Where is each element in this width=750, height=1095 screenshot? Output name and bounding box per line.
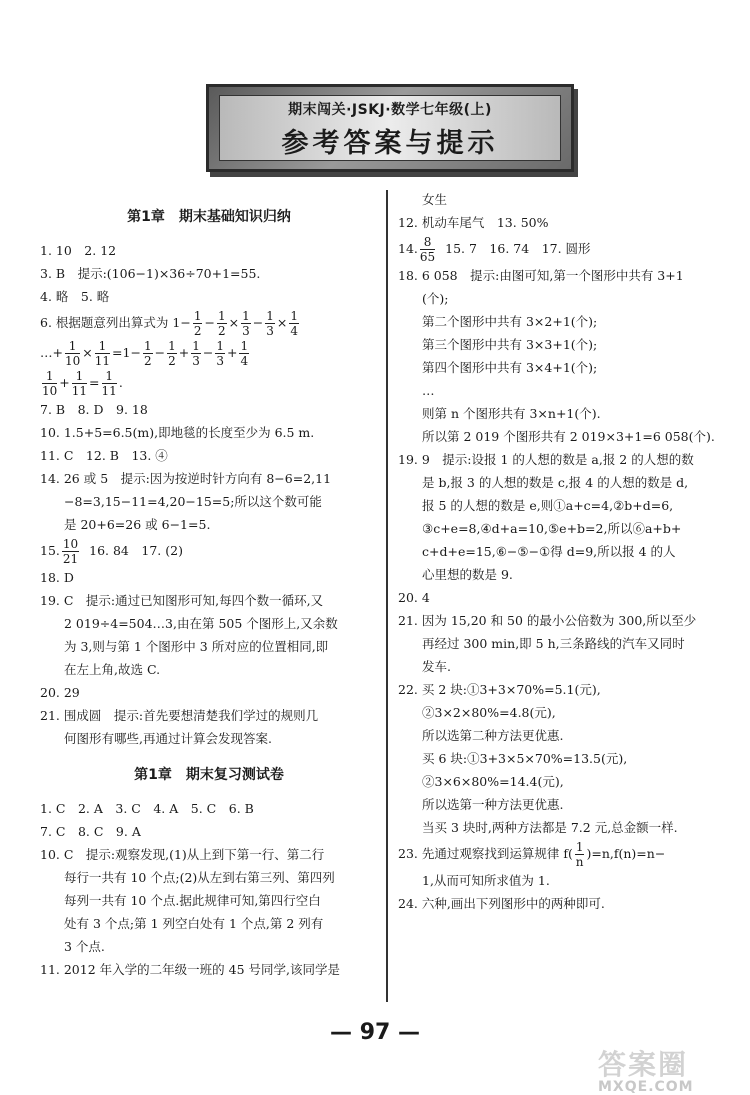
fraction: $\frac{1}{11}$: [94, 339, 111, 368]
watermark-url: MXQE.COM: [598, 1079, 694, 1095]
review-answer-19-cont: 报 5 的人想的数是 e,则①a+c=4,②b+d=6,: [422, 498, 674, 513]
answer-19-cont: 在左上角,故选 C.: [64, 662, 161, 677]
answer-6-line2: …+ $\frac{1}{10}$ × $\frac{1}{11}$ =1− $\frac{1}{2}$ − $\frac{1}{2}$ + $\frac{1}{3}$ − $\frac{1}{3}$ + $\frac{1}{4}$: [40, 339, 249, 368]
right-column: [398, 188, 716, 915]
column-divider: [386, 190, 388, 1002]
review-answer-19-cont: c+d+e=15,⑥−⑤−①得 d=9,所以报 4 的人: [422, 544, 676, 559]
review-answer-11: 11. 2012 年入学的二年级一班的 45 号同学,该同学是: [40, 962, 340, 977]
fraction: $\frac{1}{2}$: [193, 309, 202, 338]
answer-10: 10. 1.5+5=6.5(m),即地毯的长度至少为 6.5 m.: [40, 425, 315, 440]
review-answer-10-cont: 每列一共有 10 个点.据此规律可知,第四行空白: [64, 893, 321, 908]
section-heading-basics: 第1章 期末基础知识归纳: [127, 209, 291, 225]
review-answer-19-cont: 心里想的数是 9.: [422, 567, 513, 582]
fraction: $\frac{1}{n}$: [575, 840, 584, 869]
review-answer-22: 22. 买 2 块:①3+3×70%=5.1(元),: [398, 682, 601, 697]
answer-3: 3. B 提示:(106−1)×36÷70+1=55.: [40, 266, 261, 281]
review-answer-18-cont: (个);: [422, 291, 449, 306]
answer-14-cont: 是 20+6=26 或 6−1=5.: [64, 517, 211, 532]
review-answer-21-cont: 发车.: [422, 659, 451, 674]
answer-15-17: 15. $\frac{10}{21}$ 16. 84 17. (2): [40, 537, 183, 566]
fraction: $\frac{8}{65}$: [419, 235, 436, 264]
review-answer-22-cont: 所以选第二种方法更优惠.: [422, 728, 564, 743]
fraction: $\frac{1}{3}$: [242, 309, 250, 338]
title-banner-inner: [219, 95, 561, 161]
review-answer-18-cont: 第二个图形中共有 3×2+1(个);: [422, 314, 598, 329]
fraction: $\frac{1}{2}$: [217, 309, 226, 338]
watermark-text: 答案圈: [598, 1048, 689, 1081]
fraction: $\frac{1}{2}$: [168, 339, 176, 368]
fraction: $\frac{1}{2}$: [143, 339, 152, 368]
review-answer-19: 19. 9 提示:设报 1 的人想的数是 a,报 2 的人想的数: [398, 452, 694, 467]
review-answer-10-cont: 每行一共有 10 个点;(2)从左到右第三列、第四列: [64, 870, 335, 885]
fraction: $\frac{1}{11}$: [71, 369, 88, 398]
review-answer-18-cont: 第三个图形中共有 3×3+1(个);: [422, 337, 598, 352]
fraction: $\frac{1}{3}$: [216, 339, 224, 368]
answer-19: 19. C 提示:通过已知图形可知,每四个数一循环,又: [40, 593, 324, 608]
answer-19-cont: 为 3,则与第 1 个图形中 3 所对应的位置相同,即: [64, 639, 329, 654]
answer-20: 20. 29: [40, 685, 80, 700]
review-answer-19-cont: ③c+e=8,④d+a=10,⑤e+b=2,所以⑥a+b+: [422, 521, 682, 536]
review-answer-14-17: 14. $\frac{8}{65}$ 15. 7 16. 74 17. 圆形: [398, 235, 591, 264]
review-answer-18-cont: …: [422, 383, 435, 398]
fraction: $\frac{1}{11}$: [101, 369, 117, 398]
review-answer-10: 10. C 提示:观察发现,(1)从上到下第一行、第二行: [40, 847, 325, 862]
review-answers-7-9: 7. C 8. C 9. A: [40, 824, 141, 839]
answer-7-9: 7. B 8. D 9. 18: [40, 402, 148, 417]
fraction: $\frac{1}{3}$: [192, 339, 200, 368]
answer-18: 18. D: [40, 570, 74, 585]
fraction: $\frac{1}{4}$: [290, 309, 298, 338]
fraction: $\frac{1}{10}$: [42, 369, 58, 398]
review-answers-1-6: 1. C 2. A 3. C 4. A 5. C 6. B: [40, 801, 254, 816]
answer-11-13: 11. C 12. B 13. ④: [40, 448, 168, 463]
title-banner: [206, 84, 574, 172]
answer-14: 14. 26 或 5 提示:因为按逆时针方向有 8−6=2,11: [40, 471, 332, 486]
review-answer-22-cont: ②3×2×80%=4.8(元),: [422, 705, 556, 720]
answer-11-cont: 女生: [422, 192, 448, 207]
review-answer-19-cont: 是 b,报 3 的人想的数是 c,报 4 的人想的数是 d,: [422, 475, 689, 490]
fraction: $\frac{1}{4}$: [240, 339, 249, 368]
fraction: $\frac{1}{3}$: [266, 309, 274, 338]
banner-subtitle: 期末闯关·JSKJ·数学七年级(上): [288, 102, 492, 118]
review-answer-21-cont: 再经过 300 min,即 5 h,三条路线的汽车又同时: [422, 636, 685, 651]
review-answer-22-cont: ②3×6×80%=14.4(元),: [422, 774, 564, 789]
section-heading-review: 第1章 期末复习测试卷: [134, 767, 284, 783]
review-answer-10-cont: 处有 3 个点;第 1 列空白处有 1 个点,第 2 列有: [64, 916, 324, 931]
review-answer-18-cont: 则第 n 个图形共有 3×n+1(个).: [422, 406, 601, 421]
review-answer-18: 18. 6 058 提示:由图可知,第一个图形中共有 3+1: [398, 268, 684, 283]
left-column: [40, 200, 378, 981]
answer-1-2: 1. 10 2. 12: [40, 243, 117, 258]
answer-21-cont: 何图形有哪些,再通过计算会发现答案.: [64, 731, 272, 746]
review-answer-22-cont: 当买 3 块时,两种方法都是 7.2 元,总金额一样.: [422, 820, 678, 835]
answer-4-5: 4. 略 5. 略: [40, 289, 110, 304]
answer-21: 21. 围成圆 提示:首先要想清楚我们学过的规则几: [40, 708, 319, 723]
fraction: $\frac{1}{10}$: [64, 339, 81, 368]
review-answer-18-cont: 第四个图形中共有 3×4+1(个);: [422, 360, 598, 375]
banner-title: 参考答案与提示: [281, 128, 499, 159]
answer-19-cont: 2 019÷4=504…3,由在第 505 个图形上,又余数: [64, 616, 338, 631]
review-answer-20: 20. 4: [398, 590, 430, 605]
review-answer-12-13: 12. 机动车尾气 13. 50%: [398, 215, 549, 230]
review-answer-22-cont: 买 6 块:①3+3×5×70%=13.5(元),: [422, 751, 628, 766]
fraction: $\frac{10}{21}$: [62, 537, 79, 566]
page-number: — 97 —: [330, 1020, 420, 1045]
watermark-logo: [598, 1048, 748, 1095]
answer-6-line3: $\frac{1}{10}$ + $\frac{1}{11}$ = $\frac{1}{11}$ .: [42, 369, 123, 398]
answer-6-line1: 6. 根据题意列出算式为 1− $\frac{1}{2}$ − $\frac{1}{2}$ × $\frac{1}{3}$ − $\frac{1}{3}$ × $\frac{1}{4}$: [40, 309, 298, 338]
review-answer-23: 23. 先通过观察找到运算规律 f( $\frac{1}{n}$ )=n,f(n)=n−: [398, 840, 666, 869]
review-answer-10-cont: 3 个点.: [64, 939, 105, 954]
review-answer-23-cont: 1,从而可知所求值为 1.: [422, 873, 550, 888]
review-answer-18-cont: 所以第 2 019 个图形共有 2 019×3+1=6 058(个).: [422, 429, 715, 444]
review-answer-21: 21. 因为 15,20 和 50 的最小公倍数为 300,所以至少: [398, 613, 697, 628]
review-answer-24: 24. 六种,画出下列图形中的两种即可.: [398, 896, 605, 911]
answer-14-cont: −8=3,15−11=4,20−15=5;所以这个数可能: [64, 494, 322, 509]
review-answer-22-cont: 所以选第一种方法更优惠.: [422, 797, 564, 812]
